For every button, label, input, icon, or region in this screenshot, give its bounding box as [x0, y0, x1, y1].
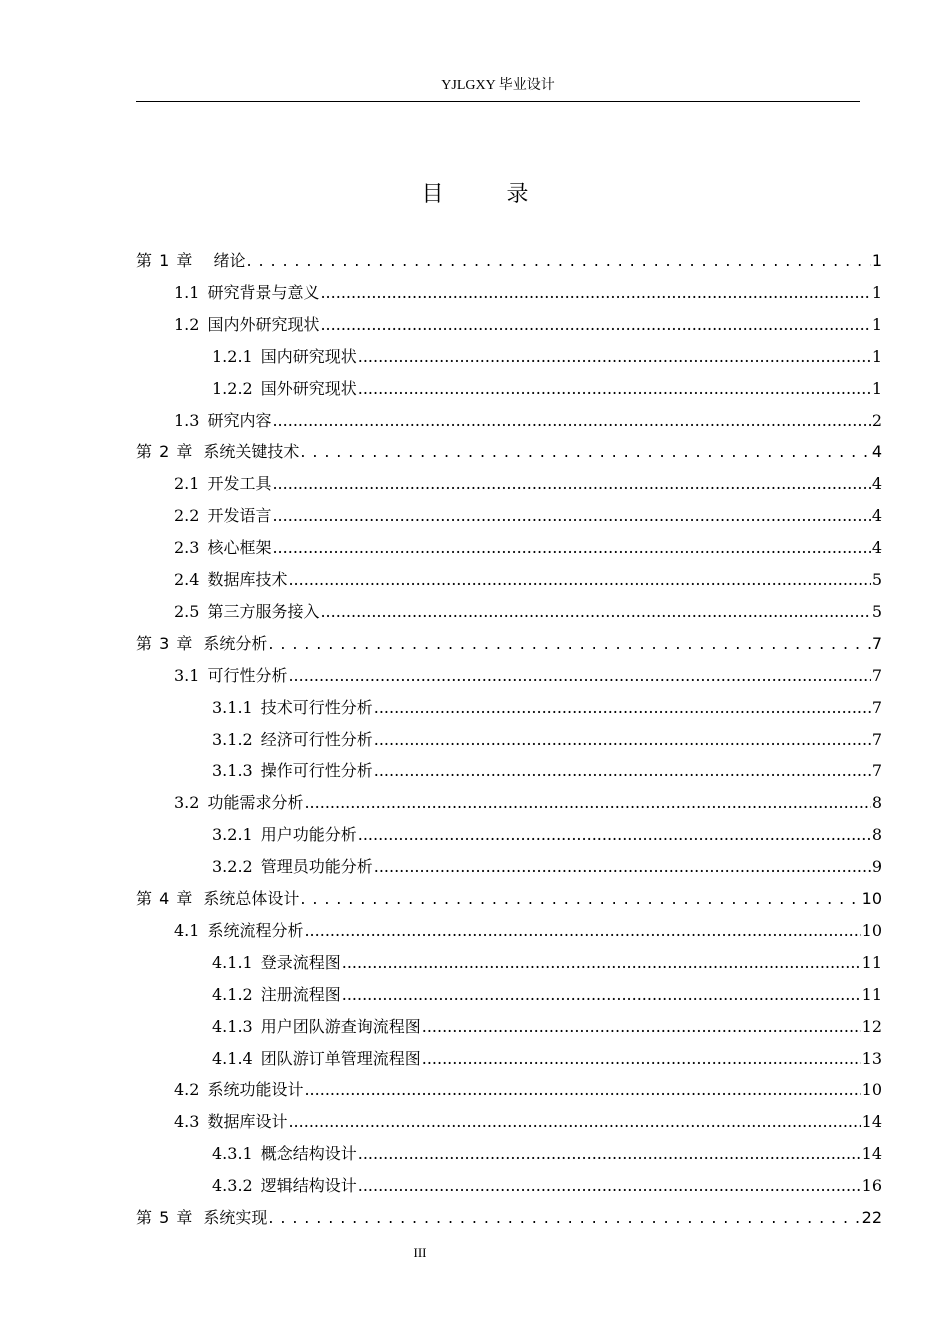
- toc-entry[interactable]: [212, 344, 882, 368]
- toc-entry-title: 数据库技术: [207, 570, 288, 589]
- toc-entry-page: 4: [871, 474, 882, 494]
- toc-entry-number: 4.1.1: [212, 952, 253, 972]
- toc-dot-leader: [300, 442, 870, 461]
- toc-entry-page: 8: [871, 825, 882, 845]
- toc-entry[interactable]: [174, 503, 882, 527]
- toc-entry[interactable]: [136, 631, 882, 655]
- toc-entry-number: 2.1: [174, 474, 200, 494]
- toc-entry-title: 国内研究现状: [260, 346, 357, 366]
- toc-entry-number: 第 3 章: [136, 633, 194, 653]
- toc-entry-page: 4: [871, 442, 882, 462]
- toc-entry[interactable]: [212, 950, 882, 974]
- toc-entry-title: 技术可行性分析: [260, 697, 373, 717]
- toc-dot-leader: [358, 1144, 861, 1163]
- toc-entry-page: 10: [861, 920, 882, 940]
- toc-dot-leader: [342, 953, 861, 972]
- toc-entry-number: 1.2: [174, 314, 200, 334]
- toc-entry-title: 概念结构设计: [260, 1144, 357, 1164]
- toc-entry[interactable]: [174, 280, 882, 304]
- toc-dot-leader: [320, 315, 870, 334]
- toc-entry-number: 1.1: [174, 282, 200, 302]
- toc-entry[interactable]: [174, 918, 882, 942]
- toc-entry[interactable]: [174, 790, 882, 814]
- toc-entry[interactable]: [174, 471, 882, 495]
- toc-entry-page: 4: [871, 506, 882, 526]
- toc-entry-title: 操作可行性分析: [260, 761, 373, 781]
- toc-entry-number: 2.4: [174, 570, 200, 589]
- toc-entry[interactable]: [212, 854, 882, 878]
- toc-dot-leader: [374, 698, 871, 717]
- toc-entry-title: 可行性分析: [207, 665, 288, 685]
- toc-entry-page: 7: [871, 665, 882, 685]
- toc-dot-leader: [422, 1049, 861, 1068]
- toc-entry[interactable]: [212, 1173, 882, 1197]
- toc-entry-title: 国外研究现状: [260, 378, 357, 398]
- toc-entry[interactable]: [212, 695, 882, 719]
- toc-entry-number: 1.3: [174, 410, 200, 430]
- toc-entry-title: 功能需求分析: [207, 793, 304, 813]
- toc-entry-page: 1: [871, 314, 882, 334]
- toc-entry-title: 团队游订单管理流程图: [260, 1048, 421, 1068]
- toc-dot-leader: [288, 666, 870, 685]
- toc-entry-title: 用户团队游查询流程图: [260, 1016, 421, 1036]
- toc-entry-page: 5: [871, 570, 882, 589]
- toc-dot-leader: [272, 506, 870, 525]
- toc-entry-page: 16: [861, 1176, 882, 1196]
- toc-entry-title: 系统流程分析: [207, 920, 304, 940]
- toc-entry[interactable]: [212, 982, 882, 1006]
- toc-entry[interactable]: [212, 727, 882, 751]
- toc-entry-page: 10: [861, 1080, 882, 1100]
- toc-dot-leader: [342, 985, 861, 1004]
- toc-dot-leader: [358, 379, 871, 398]
- toc-entry-number: 1.2.2: [212, 378, 253, 398]
- toc-dot-leader: [272, 474, 870, 493]
- toc-entry-page: 8: [871, 793, 882, 813]
- toc-entry-page: 1: [871, 346, 882, 366]
- toc-entry-number: 3.1.3: [212, 761, 253, 781]
- toc-entry-title: 国内外研究现状: [207, 314, 320, 334]
- toc-entry-number: 3.2: [174, 793, 200, 813]
- toc-dot-leader: [422, 1017, 861, 1036]
- toc-entry-page: 7: [871, 729, 882, 749]
- toc-entry-number: 第 1 章: [136, 251, 194, 270]
- toc-entry-page: 1: [871, 378, 882, 398]
- toc-entry[interactable]: [174, 1109, 882, 1133]
- toc-entry-number: 1.2.1: [212, 346, 253, 366]
- toc-entry[interactable]: [174, 567, 882, 591]
- toc-entry[interactable]: [136, 248, 882, 272]
- toc-entry[interactable]: [212, 1046, 882, 1070]
- toc-entry-number: 2.3: [174, 538, 200, 558]
- toc-entry-page: 11: [861, 952, 882, 972]
- toc-entry-page: 7: [871, 761, 882, 781]
- toc-dot-leader: [288, 1112, 860, 1131]
- toc-entry-number: 2.5: [174, 601, 200, 621]
- toc-entry-number: 3.2.1: [212, 825, 253, 845]
- toc-dot-leader: [358, 825, 871, 844]
- toc-entry-number: 第 4 章: [136, 889, 194, 908]
- toc-entry-page: 1: [871, 251, 882, 270]
- toc-entry[interactable]: [212, 376, 882, 400]
- toc-entry-title: 开发工具: [207, 474, 272, 494]
- toc-entry[interactable]: [212, 1014, 882, 1038]
- toc-entry-number: 4.1.3: [212, 1016, 253, 1036]
- header-rule: [136, 101, 860, 102]
- toc-entry[interactable]: [174, 408, 882, 432]
- toc-entry-number: 4.3.1: [212, 1144, 253, 1164]
- toc-entry-page: 2: [871, 410, 882, 430]
- toc-entry-page: 4: [871, 538, 882, 558]
- toc-entry[interactable]: [174, 312, 882, 336]
- page-number: III: [413, 1245, 427, 1260]
- toc-entry-number: 4.1: [174, 920, 200, 940]
- toc-dot-leader: [358, 347, 871, 366]
- toc-entry[interactable]: [212, 758, 882, 782]
- toc-dot-leader: [304, 921, 860, 940]
- toc-entry[interactable]: [174, 1077, 882, 1101]
- toc-title: 目 录: [421, 182, 557, 207]
- toc-entry[interactable]: [212, 1141, 882, 1165]
- toc-entry[interactable]: [212, 822, 882, 846]
- toc-entry-number: 4.1.4: [212, 1048, 253, 1068]
- toc-dot-leader: [288, 570, 870, 589]
- toc-entry-title: 系统总体设计: [203, 889, 300, 908]
- toc-dot-leader: [320, 602, 870, 621]
- toc-entry-title: 用户功能分析: [260, 825, 357, 845]
- toc-entry-page: 14: [861, 1144, 882, 1164]
- toc-dot-leader: [268, 634, 870, 653]
- toc-entry-number: 3.1.1: [212, 697, 253, 717]
- toc-entry-number: 第 5 章: [136, 1208, 194, 1227]
- toc-entry-title: 系统关键技术: [203, 442, 300, 462]
- toc-entry[interactable]: [136, 1205, 882, 1229]
- toc-dot-leader: [320, 283, 870, 302]
- toc-dot-leader: [374, 730, 871, 749]
- toc-dot-leader: [374, 761, 871, 780]
- toc-entry-number: 4.2: [174, 1080, 200, 1100]
- toc-entry[interactable]: [136, 439, 882, 463]
- toc-entry-title: 系统实现: [203, 1208, 268, 1227]
- toc-entry[interactable]: [174, 535, 882, 559]
- toc-entry-title: 研究内容: [207, 410, 272, 430]
- toc-entry-title: 注册流程图: [260, 984, 341, 1004]
- toc-entry-number: 2.2: [174, 506, 200, 526]
- toc-entry-page: 22: [861, 1208, 882, 1227]
- toc-dot-leader: [304, 1080, 860, 1099]
- toc-dot-leader: [268, 1208, 860, 1227]
- toc-entry-page: 10: [861, 889, 882, 908]
- toc-entry-page: 5: [871, 601, 882, 621]
- toc-entry-title: 系统分析: [203, 633, 268, 653]
- toc-entry-title: 管理员功能分析: [260, 857, 373, 877]
- toc-dot-leader: [358, 1176, 861, 1195]
- toc-dot-leader: [272, 538, 870, 557]
- toc-entry-page: 1: [871, 282, 882, 302]
- toc-entry[interactable]: [136, 886, 882, 910]
- toc-entry-title: 开发语言: [207, 506, 272, 526]
- toc-entry-title: 研究背景与意义: [207, 282, 320, 302]
- toc-entry-page: 7: [871, 697, 882, 717]
- toc-entry-title: 登录流程图: [260, 952, 341, 972]
- toc-entry-title: 系统功能设计: [207, 1080, 304, 1100]
- toc-entry-page: 14: [861, 1112, 882, 1132]
- toc-dot-leader: [300, 889, 860, 908]
- toc-entry-page: 11: [861, 984, 882, 1004]
- toc-entry-number: 3.1.2: [212, 729, 253, 749]
- toc-entry-number: 4.3: [174, 1112, 200, 1132]
- toc-dot-leader: [304, 793, 870, 812]
- toc-entry-page: 13: [861, 1048, 882, 1068]
- toc-entry-page: 9: [871, 857, 882, 877]
- toc-entry-number: 4.1.2: [212, 984, 253, 1004]
- toc-entry-title: 逻辑结构设计: [260, 1176, 357, 1196]
- toc-entry[interactable]: [174, 663, 882, 687]
- toc-entry-number: 3.2.2: [212, 857, 253, 877]
- toc-dot-leader: [374, 857, 871, 876]
- toc-dot-leader: [272, 411, 870, 430]
- toc-entry-title: 核心框架: [207, 538, 272, 558]
- toc-entry-page: 7: [871, 633, 882, 653]
- toc-entry[interactable]: [174, 599, 882, 623]
- toc-entry-page: 12: [861, 1016, 882, 1036]
- toc-entry-title: 绪论: [203, 251, 246, 270]
- toc-entry-title: 经济可行性分析: [260, 729, 373, 749]
- page-header: YJLGXY 毕业设计: [441, 78, 555, 93]
- toc-dot-leader: [247, 251, 871, 270]
- toc-entry-title: 第三方服务接入: [207, 601, 320, 621]
- toc-entry-title: 数据库设计: [207, 1112, 288, 1132]
- toc-entry-number: 第 2 章: [136, 442, 194, 462]
- toc-entry-number: 3.1: [174, 665, 200, 685]
- toc-entry-number: 4.3.2: [212, 1176, 253, 1196]
